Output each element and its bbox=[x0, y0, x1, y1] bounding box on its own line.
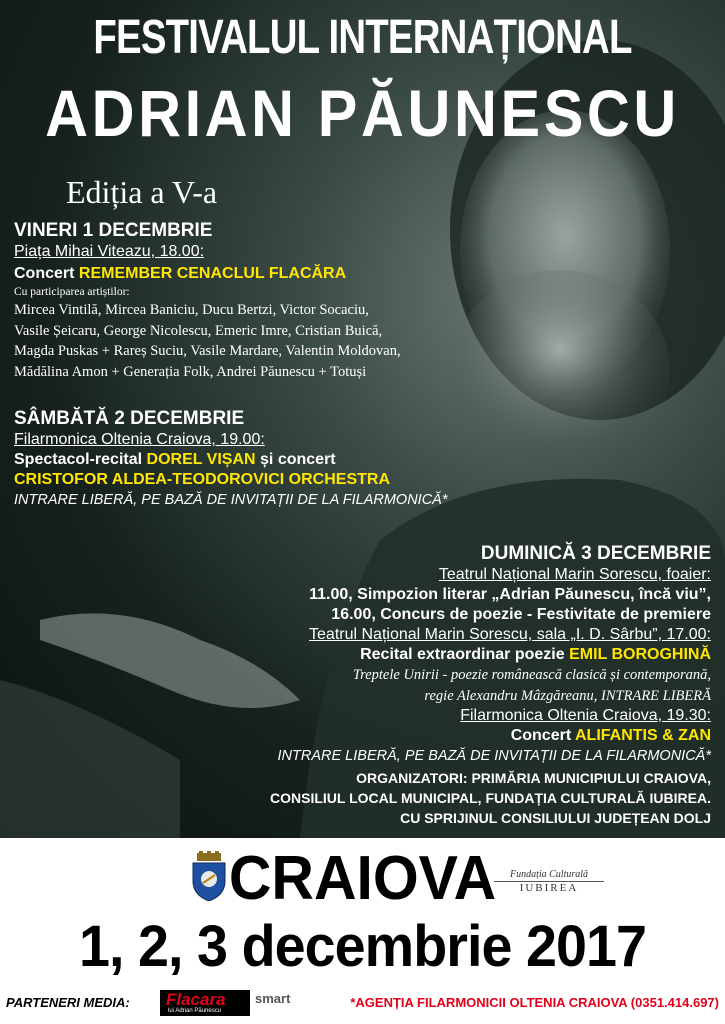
day2-entry: INTRARE LIBERĂ, PE BAZĂ DE INVITAȚII DE LA FILARMONICĂ* bbox=[14, 492, 448, 508]
day3-venue-hall: Teatrul Național Marin Sorescu, sala „I. D. Sârbu”, 17.00: bbox=[309, 626, 711, 643]
flacara-logo: Flacara lui Adrian Păunescu bbox=[160, 990, 250, 1016]
day1-artists-line: Mircea Vintilă, Mircea Baniciu, Ducu Bertzi, Victor Socaciu, bbox=[14, 302, 369, 318]
smart-logo: smart bbox=[255, 991, 291, 1006]
day2-artist-name: DOREL VIȘAN bbox=[146, 451, 256, 468]
day3-concert-name: ALIFANTIS & ZAN bbox=[575, 727, 711, 744]
festival-name: ADRIAN PĂUNESCU bbox=[45, 76, 680, 150]
day1-artists-intro: Cu participarea artiștilor: bbox=[14, 286, 130, 298]
foundation-name: IUBIREA bbox=[494, 881, 604, 894]
festival-title: FESTIVALUL INTERNAȚIONAL bbox=[93, 11, 632, 64]
day3-recital-director: regie Alexandru Mâzgăreanu, INTRARE LIBERĂ bbox=[424, 687, 711, 704]
foundation-title: Fundația Culturală bbox=[509, 869, 589, 880]
day1-concert-name: REMEMBER CENACLUL FLACĂRA bbox=[78, 265, 347, 282]
city-name: CRAIOVA bbox=[228, 844, 497, 913]
day1-artists-line: Magda Puskas + Rareș Suciu, Vasile Mardare, Valentin Moldovan, bbox=[14, 343, 401, 359]
day2-block bbox=[14, 408, 447, 510]
day2-venue: Filarmonica Oltenia Craiova, 19.00: bbox=[14, 431, 265, 448]
day1-block bbox=[14, 220, 401, 382]
day3-venue-philharmonic: Filarmonica Oltenia Craiova, 19.30: bbox=[460, 707, 711, 724]
day3-concert: Concert ALIFANTIS & ZAN bbox=[510, 727, 711, 744]
support-line: CU SPRIJINUL CONSILIULUI JUDEȚEAN DOLJ bbox=[400, 810, 711, 826]
day3-venue-foyer: Teatrul Național Marin Sorescu, foaier: bbox=[438, 566, 711, 583]
day3-entry: INTRARE LIBERĂ, PE BAZĂ DE INVITAȚII DE LA FILARMONICĂ* bbox=[277, 748, 711, 764]
day1-artists-line: Mădălina Amon + Generația Folk, Andrei Păunescu + Totuși bbox=[14, 363, 367, 380]
day3-recital: Recital extraordinar poezie EMIL BOROGHINĂ bbox=[360, 646, 711, 663]
day3-recital-desc: Treptele Unirii - poezie românească clasică și contemporană, bbox=[352, 667, 711, 683]
day3-event-contest: 16.00, Concurs de poezie - Festivitate de premiere bbox=[331, 606, 711, 623]
day1-concert: Concert REMEMBER CENACLUL FLACĂRA bbox=[14, 265, 347, 282]
day1-artists-line: Vasile Șeicaru, George Nicolescu, Emeric Imre, Cristian Buică, bbox=[14, 322, 383, 339]
edition-label: Ediția a V-a bbox=[66, 174, 218, 210]
agency-contact: *AGENȚIA FILARMONICII OLTENIA CRAIOVA (0351.414.697) bbox=[350, 995, 719, 1010]
organizers-line: ORGANIZATORI: PRIMĂRIA MUNICIPIULUI CRAIOVA, bbox=[356, 770, 711, 786]
organizers-line: CONSILIUL LOCAL MUNICIPAL, FUNDAȚIA CULTURALĂ IUBIREA. bbox=[270, 790, 711, 806]
media-partners-label: PARTENERI MEDIA: bbox=[6, 995, 130, 1010]
festival-dates: 1, 2, 3 decembrie 2017 bbox=[79, 914, 646, 979]
day3-event-symposium: 11.00, Simpozion literar „Adrian Păunescu, încă viu”, bbox=[309, 586, 711, 603]
day3-heading: DUMINICĂ 3 DECEMBRIE bbox=[480, 543, 711, 564]
day2-recital: Spectacol-recital DOREL VIȘAN și concert bbox=[14, 451, 336, 468]
day2-heading: SÂMBĂTĂ 2 DECEMBRIE bbox=[14, 408, 245, 429]
day2-orchestra: CRISTOFOR ALDEA-TEODOROVICI ORCHESTRA bbox=[14, 471, 391, 488]
day1-venue: Piața Mihai Viteazu, 18.00: bbox=[14, 243, 205, 260]
day1-heading: VINERI 1 DECEMBRIE bbox=[14, 220, 213, 241]
day3-block bbox=[270, 543, 711, 828]
day3-artist-name: EMIL BOROGHINĂ bbox=[569, 646, 711, 663]
